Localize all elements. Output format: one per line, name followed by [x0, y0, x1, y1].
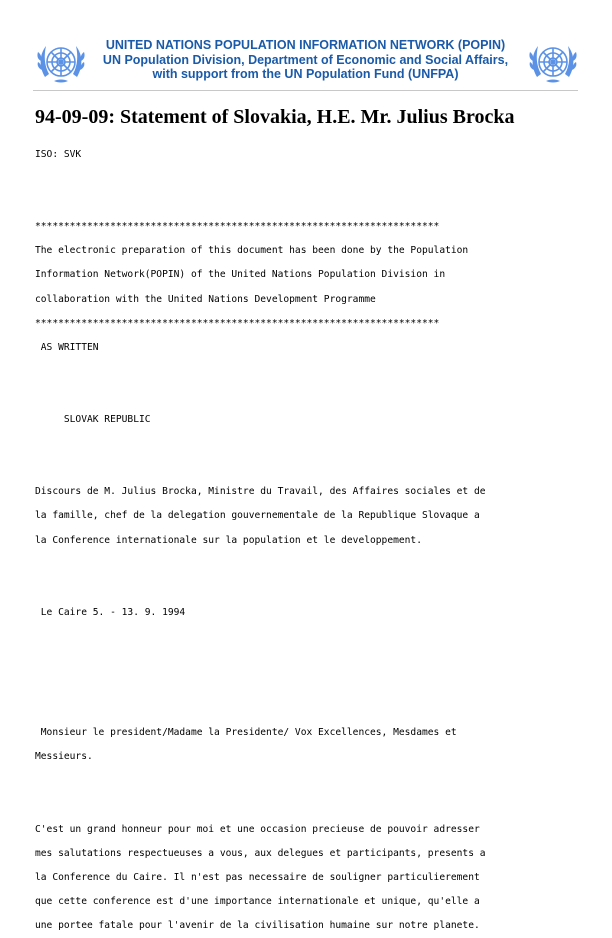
text-line: **********************************************************************	[35, 317, 440, 329]
text-line	[35, 769, 486, 793]
text-line: C'est un grand honneur pour moi et une occasion precieuse de pouvoir adresser	[35, 823, 480, 835]
text-line: SLOVAK REPUBLIC	[35, 414, 151, 426]
text-line: mes salutations respectueuses a vous, aux delegues et participants, presents a	[35, 847, 486, 859]
text-line	[35, 384, 486, 408]
text-line	[35, 191, 486, 215]
header-line-2: UN Population Division, Department of Economic and Social Affairs,	[102, 52, 509, 67]
text-line: une portee fatale pour l'avenir de la civilisation humaine sur notre planete.	[35, 920, 480, 931]
text-line: que cette conference est d'une importance internationale et unique, qu'elle a	[35, 895, 480, 907]
text-line	[35, 649, 486, 673]
header-title-block	[88, 38, 523, 82]
text-line	[35, 432, 486, 456]
header-line-3: with support from the UN Population Fund (UNFPA)	[152, 67, 459, 81]
un-emblem-icon	[528, 37, 578, 87]
un-emblem-icon	[36, 37, 86, 87]
text-line: The electronic preparation of this document has been done by the Population	[35, 245, 469, 257]
text-line: Discours de M. Julius Brocka, Ministre du Travail, des Affaires sociales et de	[35, 486, 486, 498]
text-line	[35, 625, 486, 649]
text-line: Monsieur le president/Madame la Presidente/ Vox Excellences, Mesdames et	[35, 727, 457, 739]
text-line	[35, 360, 486, 384]
text-line: la Conference internationale sur la population et le developpement.	[35, 534, 422, 546]
text-line: la famille, chef de la delegation gouvernementale de la Republique Slovaque a	[35, 510, 480, 522]
text-line	[35, 697, 486, 721]
text-line	[35, 456, 486, 480]
header-line-1: UNITED NATIONS POPULATION INFORMATION NETWORK (POPIN)	[105, 38, 506, 52]
page-title: 94-09-09: Statement of Slovakia, H.E. Mr. Julius Brocka	[35, 106, 515, 128]
text-line	[35, 167, 486, 191]
text-line: collaboration with the United Nations Development Programme	[35, 293, 376, 305]
popin-header	[33, 35, 578, 91]
text-line	[35, 673, 486, 697]
text-line	[35, 577, 486, 601]
document-body	[35, 143, 486, 938]
text-line	[35, 553, 486, 577]
text-line: Le Caire 5. - 13. 9. 1994	[35, 606, 186, 618]
text-line: **********************************************************************	[35, 221, 440, 233]
text-line: Messieurs.	[35, 751, 93, 763]
text-line: AS WRITTEN	[35, 341, 99, 353]
text-line	[35, 794, 486, 818]
text-line: ISO: SVK	[35, 149, 82, 160]
text-line: Information Network(POPIN) of the United Nations Population Division in	[35, 269, 446, 281]
text-line: la Conference du Caire. Il n'est pas necessaire de souligner particulierement	[35, 871, 480, 883]
